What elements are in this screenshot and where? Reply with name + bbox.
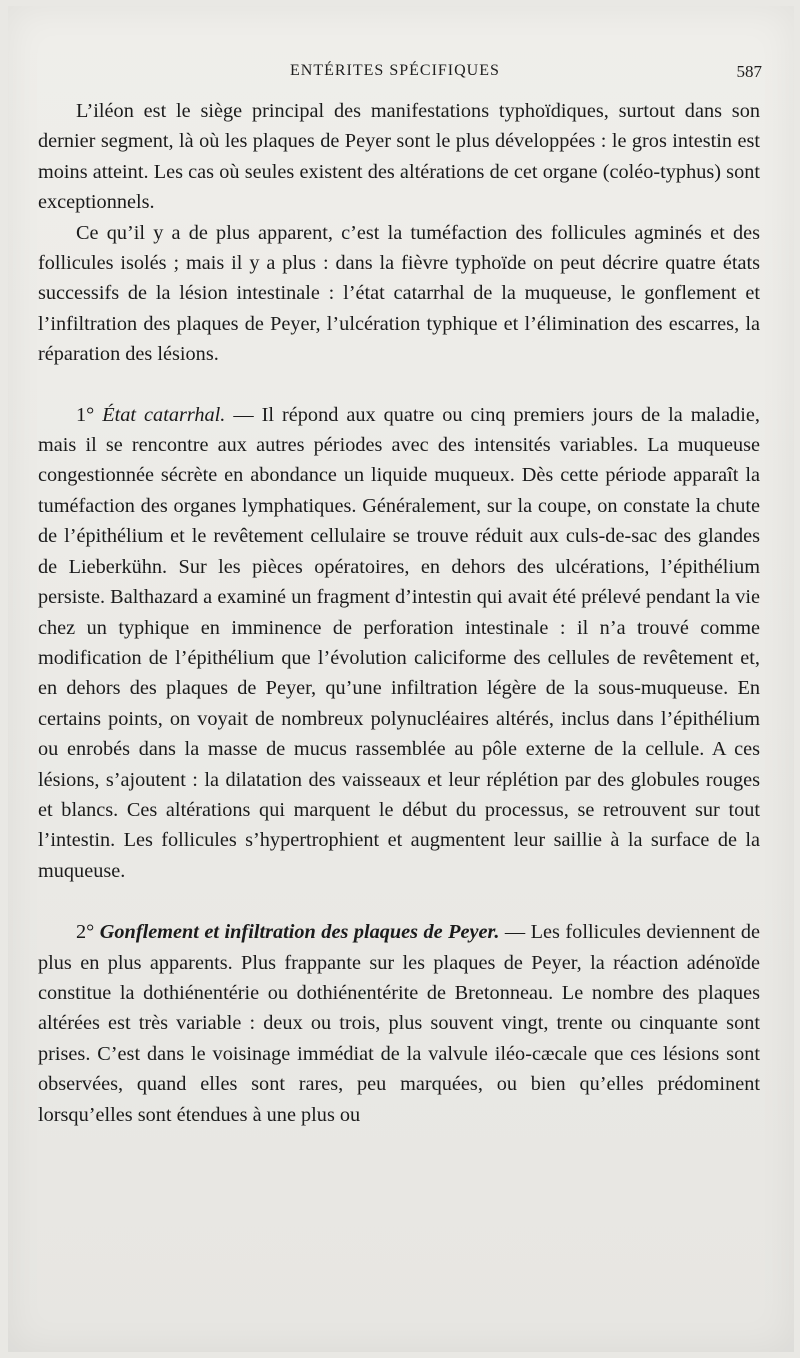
paragraph-4 [38,917,760,1130]
section-number-2: 2° [76,921,95,944]
paragraph-1: L’iléon est le siège principal des manifestations typhoïdiques, surtout dans son dernier segment, là où les plaques de Peyer sont le plus développées : le gros intestin est moins atteint. Les cas où seules existent des altérations de cet organe (coléo-typhus) sont exceptionnels. [38,100,760,214]
paragraph-3 [38,400,760,887]
section-title-gonflement: Gonflement et infiltration des plaques de Peyer. [99,921,500,944]
paragraph-2: Ce qu’il y a de plus apparent, c’est la tuméfaction des follicules agminés et des follicules isolés ; mais il y a plus : dans la fièvre typhoïde on peut décrire quatre états successifs de la lésion intestinale : l’état catarrhal de la muqueuse, le gonflement et l’infiltration des plaques de Peyer, l’ulcération typhique et l’élimination des escarres, la réparation des lésions. [38,221,760,366]
page-number: 587 [736,62,762,81]
running-title: ENTÉRITES SPÉCIFIQUES [290,62,500,79]
paragraph-4-body: — Les follicules deviennent de plus en plus apparents. Plus frappante sur les plaques de Peyer, la réaction adénoïde constitue la dothiénentérie ou dothiénentérite de Bretonneau. Le nombre des plaques altérées est très variable : deux ou trois, plus souvent vingt, trente ou cinquante sont prises. C’est dans le voisinage immédiat de la valvule iléo-cæcale que ces lésions sont observées, quand elles sont rares, peu marquées, ou bien qu’elles prédominent lorsqu’elles sont étendues à une plus ou [38,921,760,1126]
page-header [0,62,800,86]
paragraph-3-body: — Il répond aux quatre ou cinq premiers jours de la maladie, mais il se rencontre aux autres périodes avec des intensités variables. La muqueuse congestionnée sécrète en abondance un liquide muqueux. Dès cette période apparaît la tuméfaction des organes lymphatiques. Généralement, sur la coupe, on constate la chute de l’épithélium et le revêtement cellulaire se trouve réduit aux culs-de-sac des glandes de Lieberkühn. Sur les pièces opératoires, en dehors des ulcérations, l’épithélium persiste. Balthazard a examiné un fragment d’intestin qui avait été prélevé pendant la vie chez un typhique en imminence de perforation intestinale : il n’a trouvé comme modification de l’épithélium que l’évolution caliciforme des cellules de revêtement et, en dehors des plaques de Peyer, qu’une infiltration légère de la sous-muqueuse. En certains points, on voyait de nombreux polynucléaires altérés, inclus dans l’épithélium ou enrobés dans la masse de mucus rassemblée au pôle externe de la cellule. A ces lésions, s’ajoutent : la dilatation des vaisseaux et leur réplétion par des globules rouges et blancs. Ces altérations qui marquent le début du processus, se retrouvent sur tout l’intestin. Les follicules s’hypertrophient et augmentent leur saillie à la surface de la muqueuse. [38,403,760,882]
section-title-etat-catarrhal: État catarrhal. [102,403,226,426]
body-text [38,96,760,1130]
section-number-1: 1° [76,403,95,426]
